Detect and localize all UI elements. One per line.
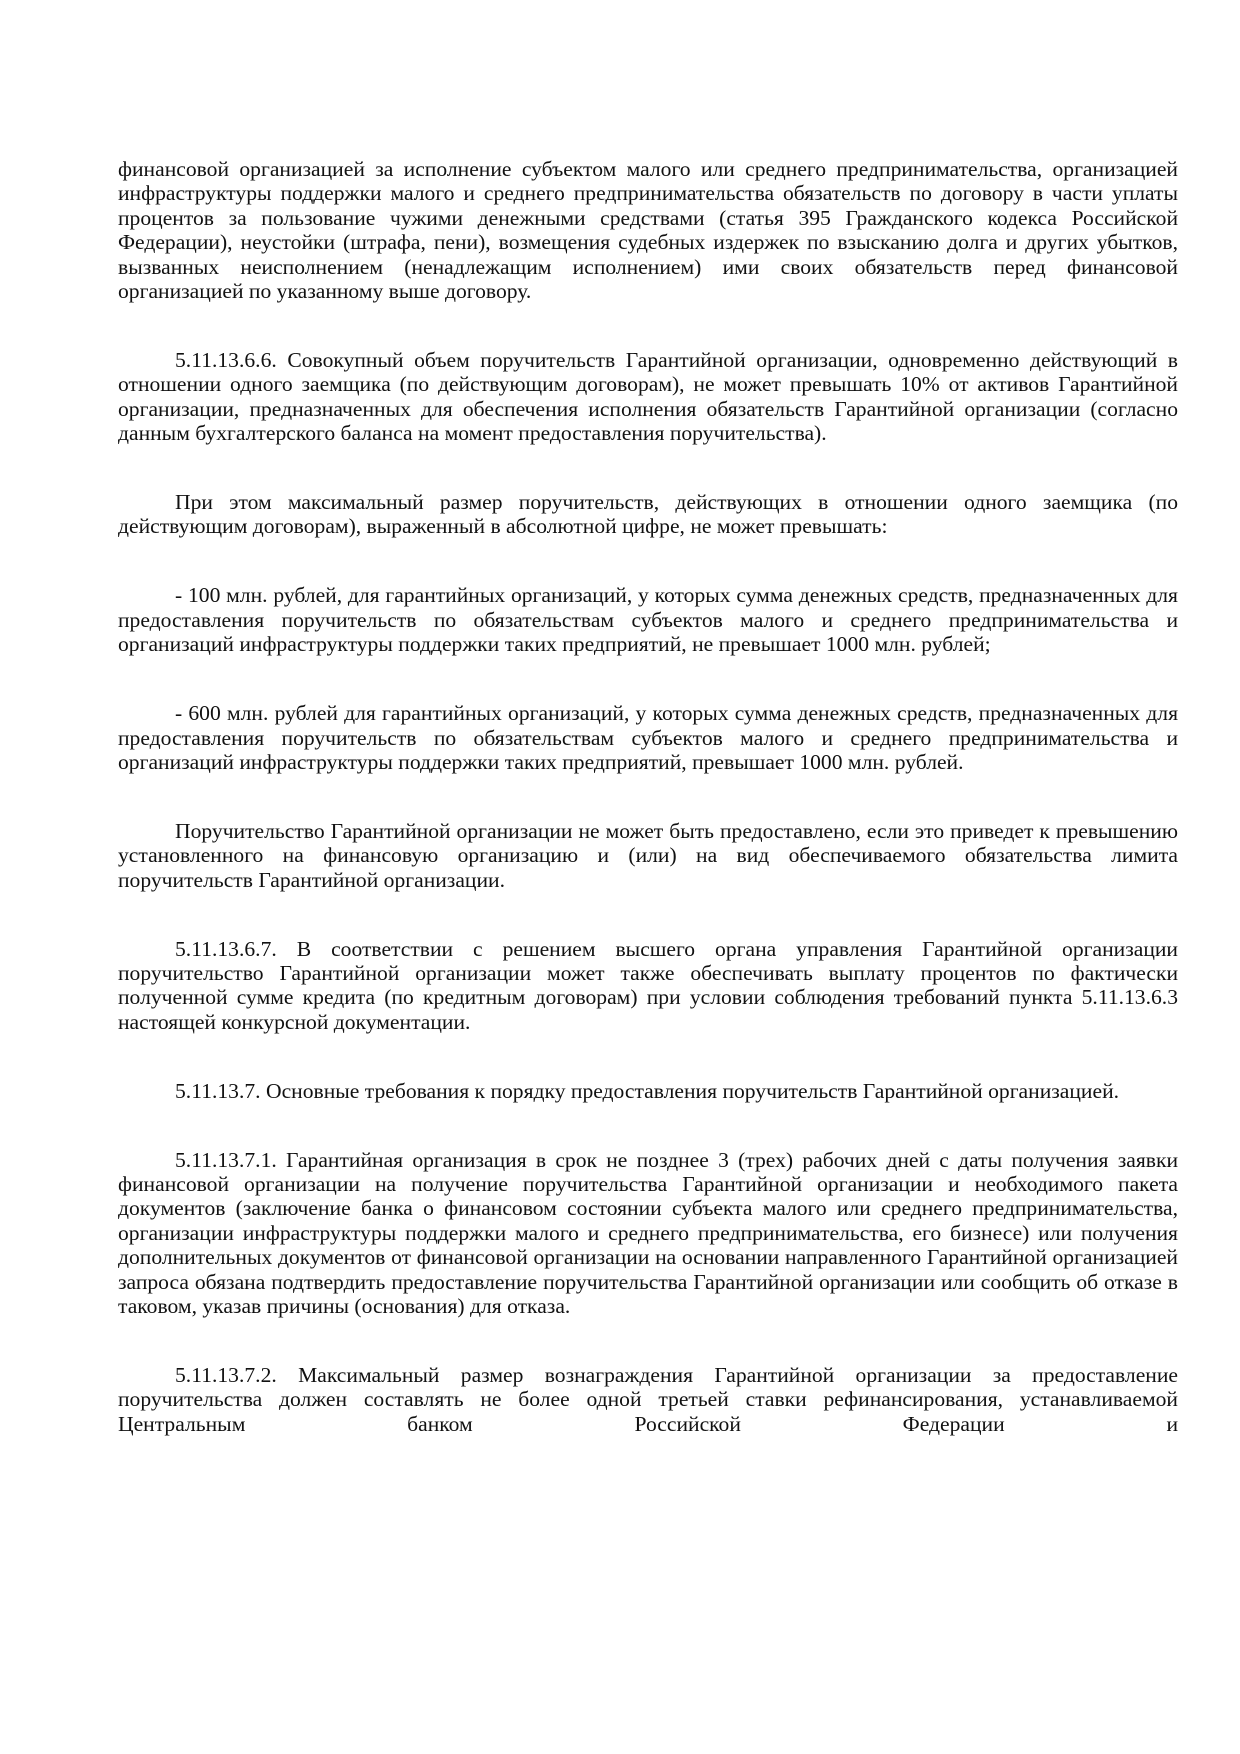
paragraph-5-11-13-7-2: 5.11.13.7.2. Максимальный размер вознаграждения Гарантийной организации за предоставление поручительства должен составлять не более одной третьей ставки рефинансирования, устанавливаемой Центральным банком Российской Федерации и — [118, 1362, 1178, 1436]
paragraph-5-11-13-7-1: 5.11.13.7.1. Гарантийная организация в срок не позднее 3 (трех) рабочих дней с даты получения заявки финансовой организации на получение поручительства Гарантийной организации и необходимого пакета документов (заключение банка о финансовом состоянии субъекта малого или среднего предпринимательства, организации инфраструктуры поддержки малого и среднего предпринимательства, его бизнесе) или получения дополнительных документов от финансовой организации на основании направленного Гарантийной организацией запроса обязана подтвердить предоставление поручительства Гарантийной организации или сообщить об отказе в таковом, указав причины (основания) для отказа. — [118, 1147, 1178, 1318]
paragraph-continuation: финансовой организацией за исполнение субъектом малого или среднего предпринимательства, организацией инфраструктуры поддержки малого и среднего предпринимательства обязательств по договору в части уплаты процентов за пользование чужими денежными средствами (статья 395 Гражданского кодекса Российской Федерации), неустойки (штрафа, пени), возмещения судебных издержек по взысканию долга и других убытков, вызванных неисполнением (ненадлежащим исполнением) ими своих обязательств перед финансовой организацией по указанному выше договору. — [118, 157, 1178, 304]
list-item-100mln: - 100 млн. рублей, для гарантийных организаций, у которых сумма денежных средств, предназначенных для предоставления поручительств по обязательствам субъектов малого и среднего предпринимательства и организаций инфраструктуры поддержки таких предприятий, не превышает 1000 млн. рублей; — [118, 583, 1178, 657]
list-item-600mln: - 600 млн. рублей для гарантийных организаций, у которых сумма денежных средств, предназначенных для предоставления поручительств по обязательствам субъектов малого и среднего предпринимательства и организаций инфраструктуры поддержки таких предприятий, превышает 1000 млн. рублей. — [118, 701, 1178, 774]
document-page — [118, 157, 1178, 1481]
paragraph-5-11-13-7: 5.11.13.7. Основные требования к порядку предоставления поручительств Гарантийной организацией. — [175, 1078, 1120, 1103]
paragraph-5-11-13-6-6: 5.11.13.6.6. Совокупный объем поручительств Гарантийной организации, одновременно действующий в отношении одного заемщика (по действующим договорам), не может превышать 10% от активов Гарантийной организации, предназначенных для обеспечения исполнения обязательств Гарантийной организации (согласно данным бухгалтерского баланса на момент предоставления поручительства). — [118, 347, 1178, 446]
paragraph-max-guarantee: При этом максимальный размер поручительств, действующих в отношении одного заемщика (по действующим договорам), выраженный в абсолютной цифре, не может превышать: — [118, 490, 1178, 539]
paragraph-5-11-13-6-7: 5.11.13.6.7. В соответствии с решением высшего органа управления Гарантийной организации поручительство Гарантийной организации может также обеспечивать выплату процентов по фактически полученной сумме кредита (по кредитным договорам) при условии соблюдения требований пункта 5.11.13.6.3 настоящей конкурсной документации. — [118, 936, 1178, 1034]
paragraph-limit-exceed: Поручительство Гарантийной организации не может быть предоставлено, если это приведет к превышению установленного на финансовую организацию и (или) на вид обеспечиваемого обязательства лимита поручительств Гарантийной организации. — [118, 818, 1178, 892]
